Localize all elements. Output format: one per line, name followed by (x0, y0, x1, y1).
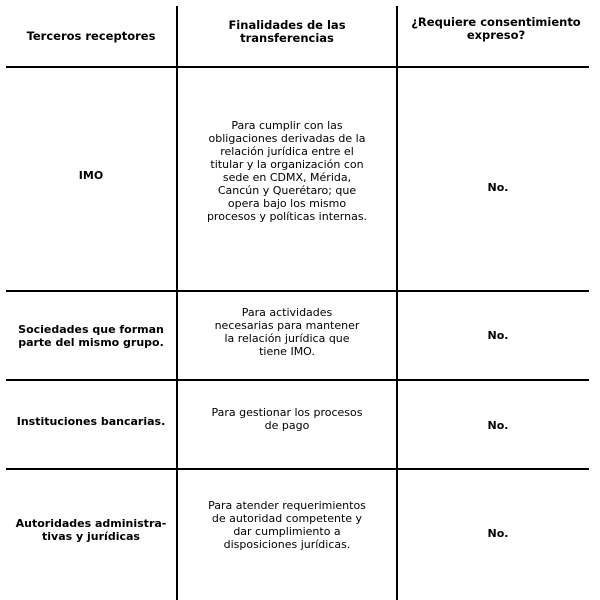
header-recipients-text: Terceros receptores (26, 28, 156, 43)
header-purposes-text: Finalidades de las transferencias (228, 18, 346, 45)
table-row-4-purpose (178, 470, 396, 600)
table-row-2-consent (398, 292, 598, 379)
purpose-text: Para cumplir con las obligaciones derivadas de la relación jurídica entre el titular y la organización con sede en CDMX, Mérida, Cancún y Querétaro; que opera bajo los mismo procesos y políticas internas. (206, 119, 368, 223)
recipient-text: Autoridades administra-tivas y jurídicas (15, 517, 167, 543)
recipient-text: Instituciones bancarias. (16, 415, 166, 428)
table-row-1-consent (398, 68, 598, 290)
table-row-1-purpose (178, 68, 396, 290)
table-row-2-recipient (6, 292, 176, 379)
table-row-1-recipient (6, 68, 176, 290)
table-row-4-recipient (6, 470, 176, 600)
table-row-4-consent (398, 470, 598, 600)
purpose-text: Para atender requerimientos de autoridad competente y dar cumplimiento a disposiciones jurídicas. (208, 499, 366, 551)
header-purposes (178, 6, 396, 66)
table-row-3-recipient (6, 381, 176, 468)
purpose-text: Para actividades necesarias para mantener la relación jurídica que tiene IMO. (214, 305, 360, 358)
header-consent (398, 6, 594, 66)
consent-text: No. (487, 419, 509, 432)
consent-text: No. (487, 180, 509, 194)
table-row-2-purpose (178, 292, 396, 379)
table-row-3-purpose (178, 381, 396, 468)
consent-text: No. (487, 329, 509, 342)
recipient-text: IMO (78, 168, 104, 182)
purpose-text: Para gestionar los procesos de pago (211, 405, 363, 432)
consent-text: No. (487, 526, 509, 540)
recipient-text: Sociedades que forman parte del mismo grupo. (18, 322, 164, 349)
header-consent-text: ¿Requiere consentimiento expreso? (411, 15, 581, 42)
table-row-3-consent (398, 381, 598, 468)
header-recipients (6, 6, 176, 66)
